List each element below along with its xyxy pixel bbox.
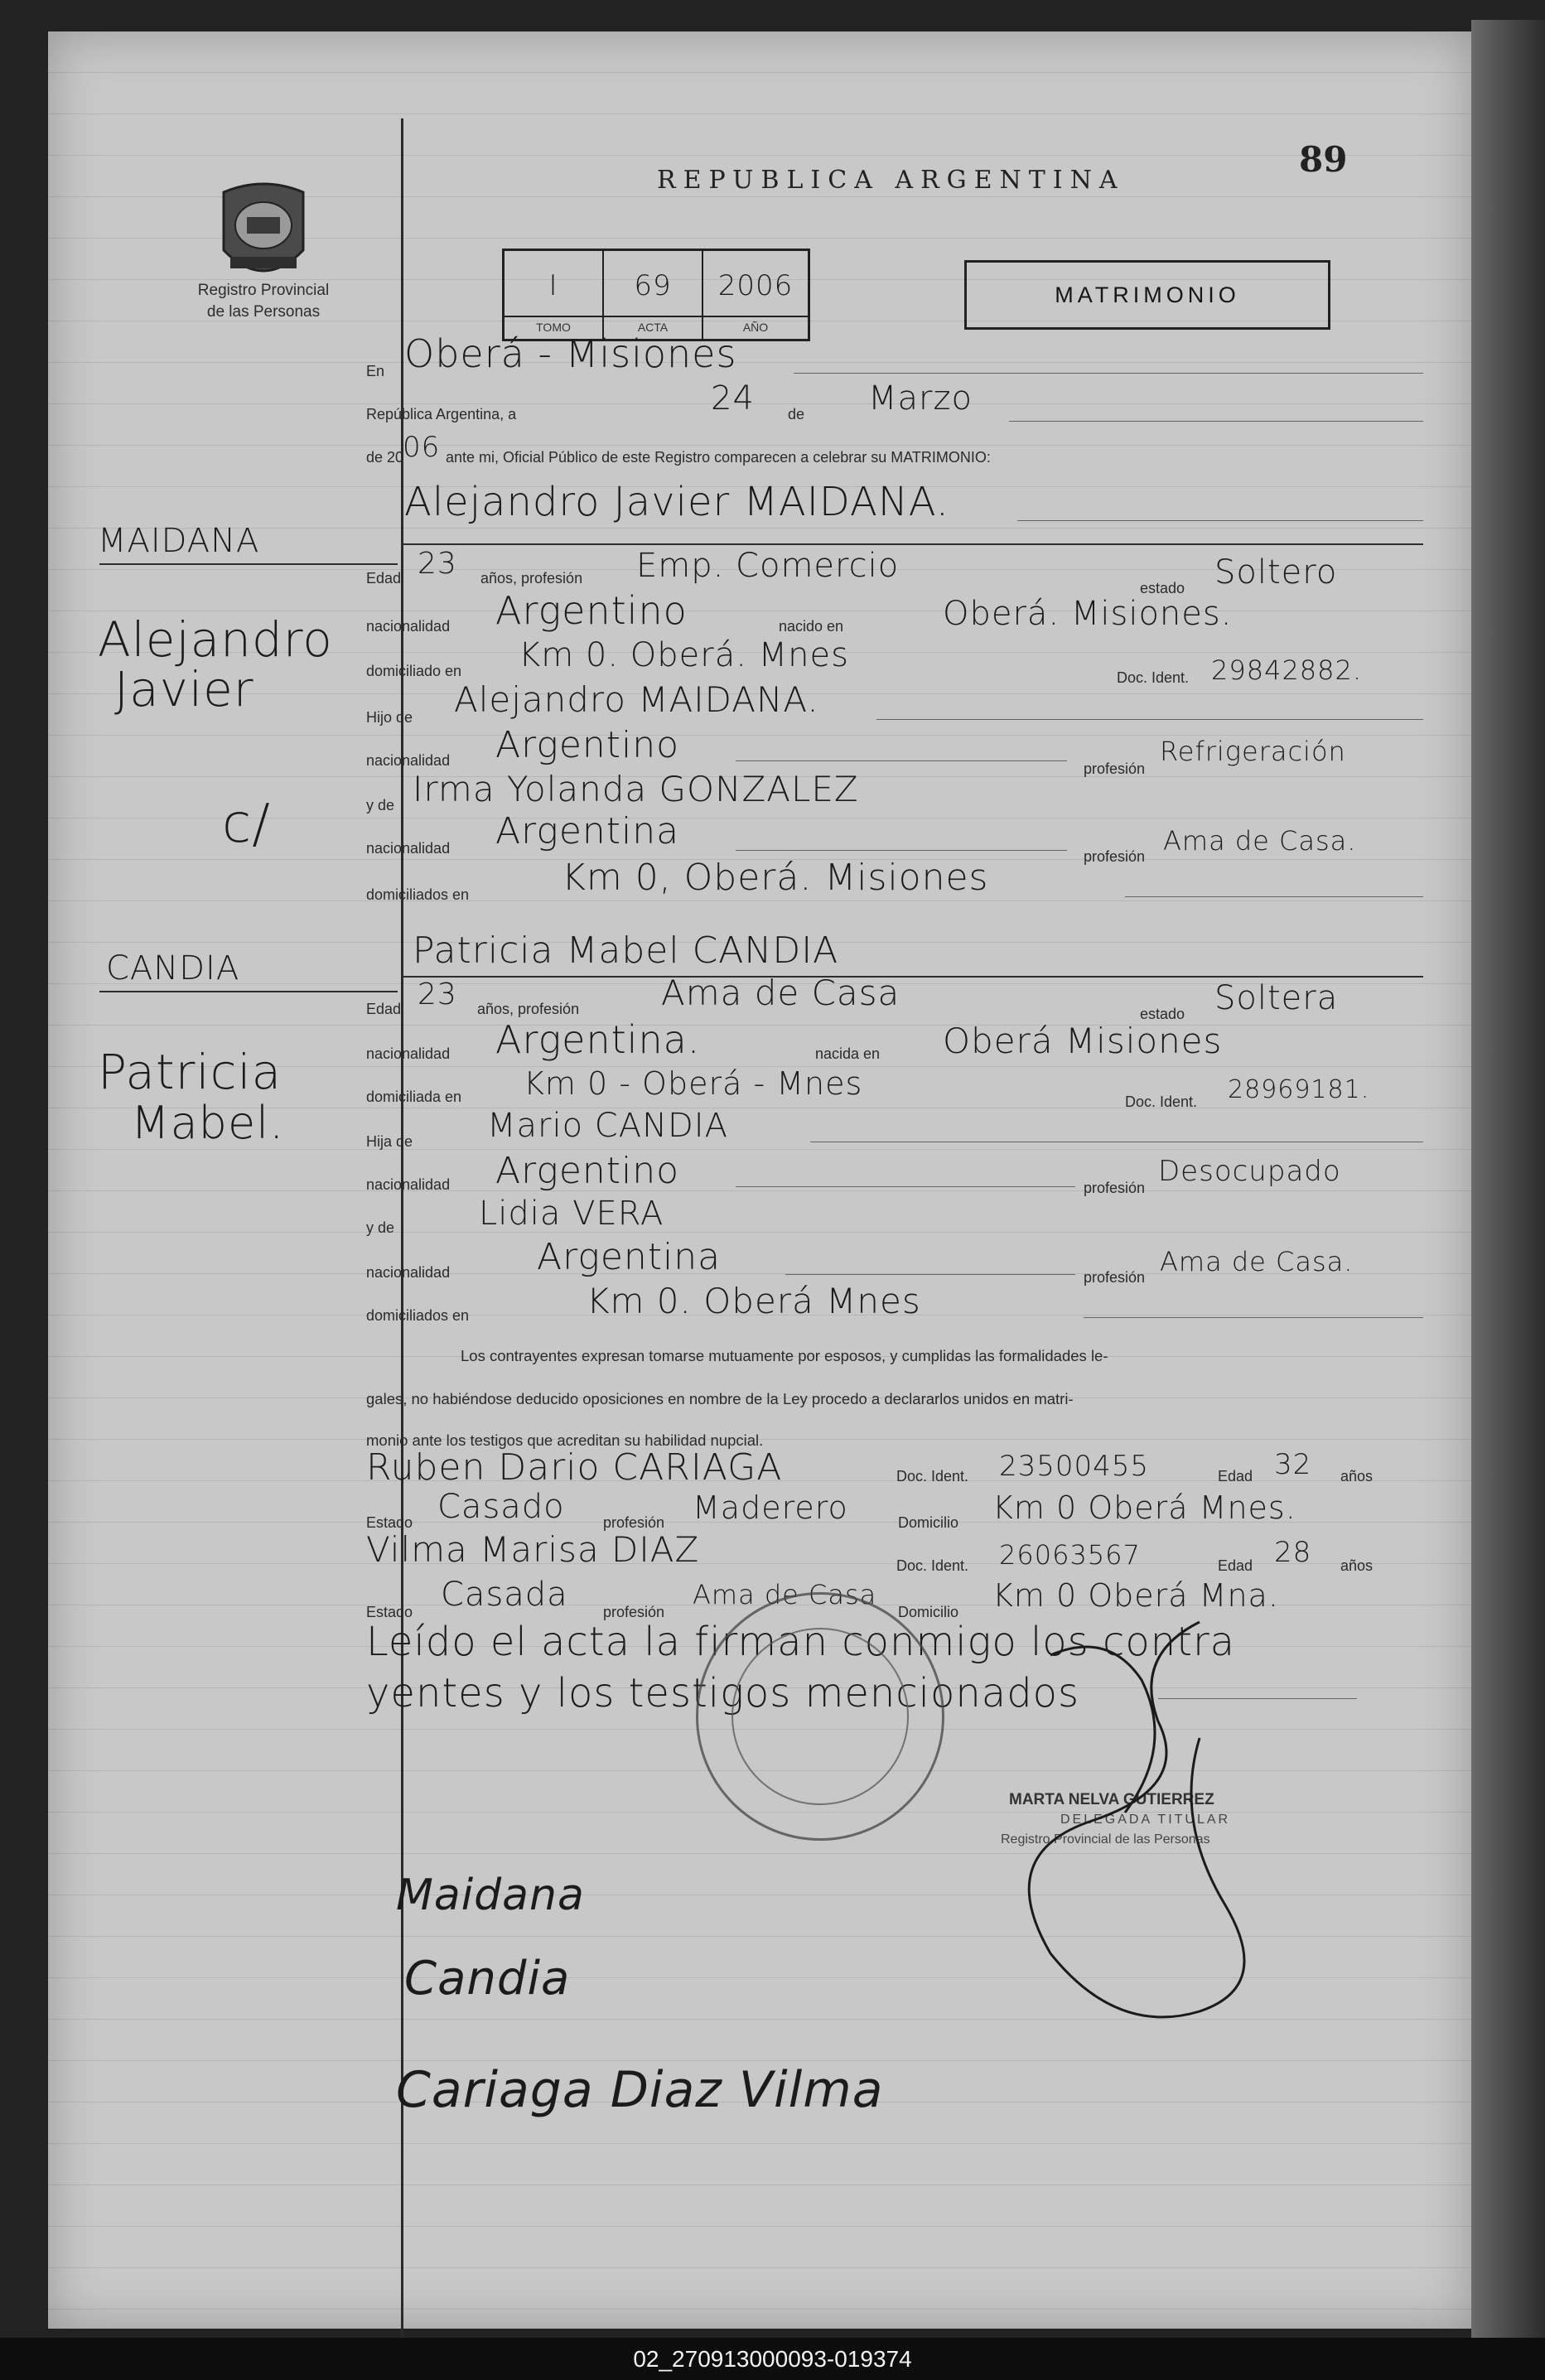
witness-1-name: Ruben Dario CARIAGA <box>366 1446 783 1489</box>
de-label: de <box>788 406 805 422</box>
day-value: 24 <box>711 379 755 418</box>
acta-cell <box>604 251 703 339</box>
margin-bride-given-2: Mabel. <box>131 1097 285 1149</box>
bride-nacida: Oberá Misiones <box>943 1021 1223 1061</box>
page-number: 89 <box>1299 139 1348 180</box>
groom-doc-label: Doc. Ident. <box>1117 669 1190 686</box>
groom-edad-label: Edad <box>366 570 402 587</box>
closing-line-1: Leído el acta la firman conmigo los contra <box>366 1619 1236 1665</box>
fill-line <box>736 1186 1075 1187</box>
declaration-line-3: monio ante los testigos que acreditan su habilidad nupcial. <box>366 1431 764 1449</box>
bride-hija-label: Hija de <box>366 1133 413 1150</box>
margin-bride-given-1: Patricia <box>98 1044 282 1100</box>
witness-1-estado: Casado <box>437 1488 565 1526</box>
seal-label-line2: de las Personas <box>206 303 321 321</box>
groom-doc: 29842882. <box>1211 654 1363 686</box>
signature-bride: Candia <box>404 1952 571 2006</box>
witness-2-estado: Casada <box>441 1576 568 1614</box>
witness-2-domicilio: Km 0 Oberá Mna. <box>992 1577 1279 1614</box>
bride-name: Patricia Mabel CANDIA <box>413 929 839 972</box>
bride-mother-nac: Argentina <box>537 1236 722 1278</box>
record-box-divider <box>505 316 808 317</box>
witness-2-anos-label: años <box>1340 1557 1374 1574</box>
groom-profesion: Emp. Comercio <box>636 547 900 585</box>
groom-mother-nac: Argentina <box>495 810 680 852</box>
bride-edad-label: Edad <box>366 1001 402 1017</box>
groom-name: Alejandro Javier MAIDANA. <box>404 479 949 525</box>
image-caption: 02_270913000093-019374 <box>0 2338 1545 2380</box>
bride-domicilio: Km 0 - Oberá - Mnes <box>524 1065 863 1102</box>
fill-line <box>794 373 1423 374</box>
witness-1-estado-label: Estado <box>366 1514 413 1531</box>
witness-1-profesion: Maderero <box>693 1489 848 1526</box>
bride-dom-label: domiciliada en <box>366 1089 462 1105</box>
place-value: Oberá - Misiones <box>404 331 737 376</box>
bride-yde-label: y de <box>366 1219 395 1236</box>
groom-doms-label: domiciliados en <box>366 886 470 903</box>
groom-nacionalidad: Argentino <box>495 588 688 633</box>
anio-label: AÑO <box>742 321 769 334</box>
fill-line <box>1009 421 1423 422</box>
stamp-inner-ring <box>731 1628 909 1805</box>
bride-mother-prof: Ama de Casa. <box>1160 1246 1354 1277</box>
section-rule <box>403 543 1423 545</box>
fill-line <box>785 1274 1075 1275</box>
bride-estado: Soltera <box>1214 979 1339 1017</box>
official-office: Registro Provincial de las Personas <box>1001 1832 1210 1847</box>
margin-groom-surname: MAIDANA <box>98 522 260 560</box>
acta-value: 69 <box>634 269 672 302</box>
bride-nacionalidad: Argentina. <box>495 1017 701 1062</box>
margin-groom-given-2: Javier <box>114 661 254 717</box>
witness-1-prof-label: profesión <box>603 1514 665 1531</box>
en-label: En <box>366 363 385 379</box>
bride-parents-dom: Km 0. Oberá Mnes <box>587 1281 921 1321</box>
official-signature <box>926 1605 1357 2069</box>
declaration-line-1: Los contrayentes expresan tomarse mutuamente por esposos, y cumplidas las formalidades le- <box>461 1347 1108 1364</box>
groom-nacido-label: nacido en <box>779 618 844 635</box>
official-stamp <box>696 1592 944 1841</box>
groom-yde-label: y de <box>366 797 395 813</box>
margin-groom-given-1: Alejandro <box>98 611 333 668</box>
groom-mother-prof-label: profesión <box>1084 848 1146 865</box>
witness-1-domicilio: Km 0 Oberá Mnes. <box>992 1489 1296 1526</box>
witness-1-doc: 23500455 <box>999 1450 1150 1483</box>
bride-doms-label: domiciliados en <box>366 1307 470 1324</box>
bride-estado-label: estado <box>1140 1006 1185 1022</box>
fill-line <box>1125 896 1423 897</box>
witness-1-doc-label: Doc. Ident. <box>896 1468 969 1484</box>
witness-2-doc-label: Doc. Ident. <box>896 1557 969 1574</box>
groom-father-nac: Argentino <box>495 724 680 766</box>
bride-profesion-label: años, profesión <box>477 1001 580 1017</box>
anio-value: 2006 <box>717 269 794 302</box>
groom-hijo-label: Hijo de <box>366 709 413 726</box>
witness-1-dom-label: Domicilio <box>898 1514 959 1531</box>
fill-line <box>736 760 1067 761</box>
bride-nacida-label: nacida en <box>815 1045 881 1062</box>
seal-label-line1: Registro Provincial <box>197 282 330 299</box>
bride-edad: 23 <box>418 978 457 1011</box>
bride-doc: 28969181. <box>1228 1075 1370 1104</box>
groom-domicilio: Km 0. Oberá. Mnes <box>519 636 849 674</box>
intro-statement: ante mi, Oficial Público de este Registro comparecen a celebrar su MATRIMONIO: <box>446 449 991 466</box>
bride-father-nac-label: nacionalidad <box>366 1176 451 1193</box>
groom-nac-label: nacionalidad <box>366 618 451 635</box>
margin-bride-surname: CANDIA <box>106 949 240 987</box>
groom-dom-label: domiciliado en <box>366 663 462 679</box>
tomo-value: I <box>548 269 558 302</box>
record-number-box <box>502 249 810 341</box>
bride-father: Mario CANDIA <box>487 1107 728 1145</box>
bride-doc-label: Doc. Ident. <box>1125 1093 1198 1110</box>
closing-line-2: yentes y los testigos mencionados <box>366 1670 1080 1716</box>
groom-father: Alejandro MAIDANA. <box>454 679 819 720</box>
signature-witnesses: Cariaga Diaz Vilma <box>396 2061 884 2119</box>
register-page <box>48 31 1471 2329</box>
signature-groom: Maidana <box>396 1871 585 1920</box>
month-value: Marzo <box>868 379 973 418</box>
witness-2-doc: 26063567 <box>999 1539 1141 1571</box>
bride-father-nac: Argentino <box>495 1150 680 1192</box>
acta-label: ACTA <box>637 321 669 334</box>
tomo-cell <box>505 251 604 339</box>
republica-label: República Argentina, a <box>366 406 517 422</box>
groom-parents-dom: Km 0, Oberá. Misiones <box>562 857 989 899</box>
groom-estado-label: estado <box>1140 580 1185 596</box>
fill-line <box>736 850 1067 851</box>
margin-connector: c/ <box>222 794 271 855</box>
groom-mother-prof: Ama de Casa. <box>1163 825 1357 857</box>
groom-father-nac-label: nacionalidad <box>366 752 451 769</box>
witness-1-edad: 32 <box>1274 1448 1312 1481</box>
bride-nac-label: nacionalidad <box>366 1045 451 1062</box>
book-spine <box>1471 20 1545 2339</box>
fill-line <box>1017 520 1423 521</box>
witness-2-edad: 28 <box>1274 1536 1312 1569</box>
bride-profesion: Ama de Casa <box>661 973 900 1013</box>
witness-2-dom-label: Domicilio <box>898 1604 959 1620</box>
witness-2-estado-label: Estado <box>366 1604 413 1620</box>
page-title: REPUBLICA ARGENTINA <box>657 166 1125 195</box>
witness-2-edad-label: Edad <box>1218 1557 1253 1574</box>
coat-of-arms-icon <box>214 176 313 292</box>
official-name: MARTA NELVA GUTIERREZ <box>1009 1791 1214 1808</box>
record-type-box: MATRIMONIO <box>964 260 1330 330</box>
groom-mother-nac-label: nacionalidad <box>366 840 451 857</box>
anio-cell <box>703 251 808 339</box>
groom-edad: 23 <box>418 547 457 581</box>
groom-profesion-label: años, profesión <box>480 570 583 587</box>
bride-mother-nac-label: nacionalidad <box>366 1264 451 1281</box>
witness-2-profesion: Ama de Casa <box>693 1579 877 1610</box>
year-prefix-label: de 20 <box>366 449 404 466</box>
witness-1-edad-label: Edad <box>1218 1468 1253 1484</box>
bride-father-prof: Desocupado <box>1158 1155 1341 1188</box>
bride-mother-prof-label: profesión <box>1084 1269 1146 1286</box>
groom-mother: Irma Yolanda GONZALEZ <box>413 769 859 809</box>
groom-father-prof-label: profesión <box>1084 760 1146 777</box>
groom-father-prof: Refrigeración <box>1160 736 1346 767</box>
official-role: DELEGADA TITULAR <box>1060 1813 1231 1827</box>
witness-2-prof-label: profesión <box>603 1604 665 1620</box>
groom-estado: Soltero <box>1214 553 1338 591</box>
groom-nacido: Oberá. Misiones. <box>943 595 1233 633</box>
section-rule <box>403 976 1423 978</box>
bride-father-prof-label: profesión <box>1084 1180 1146 1196</box>
witness-2-name: Vilma Marisa DIAZ <box>366 1529 700 1570</box>
bride-mother: Lidia VERA <box>479 1195 664 1233</box>
margin-divider <box>99 563 398 565</box>
margin-divider <box>99 991 398 992</box>
year-suffix-value: 06 <box>403 431 441 464</box>
fill-line <box>1084 1317 1423 1318</box>
tomo-label: TOMO <box>536 321 571 334</box>
declaration-line-2: gales, no habiéndose deducido oposiciones en nombre de la Ley procedo a declararlos unidos en matri- <box>366 1390 1074 1407</box>
witness-1-anos-label: años <box>1340 1468 1374 1484</box>
fill-line <box>876 719 1423 720</box>
